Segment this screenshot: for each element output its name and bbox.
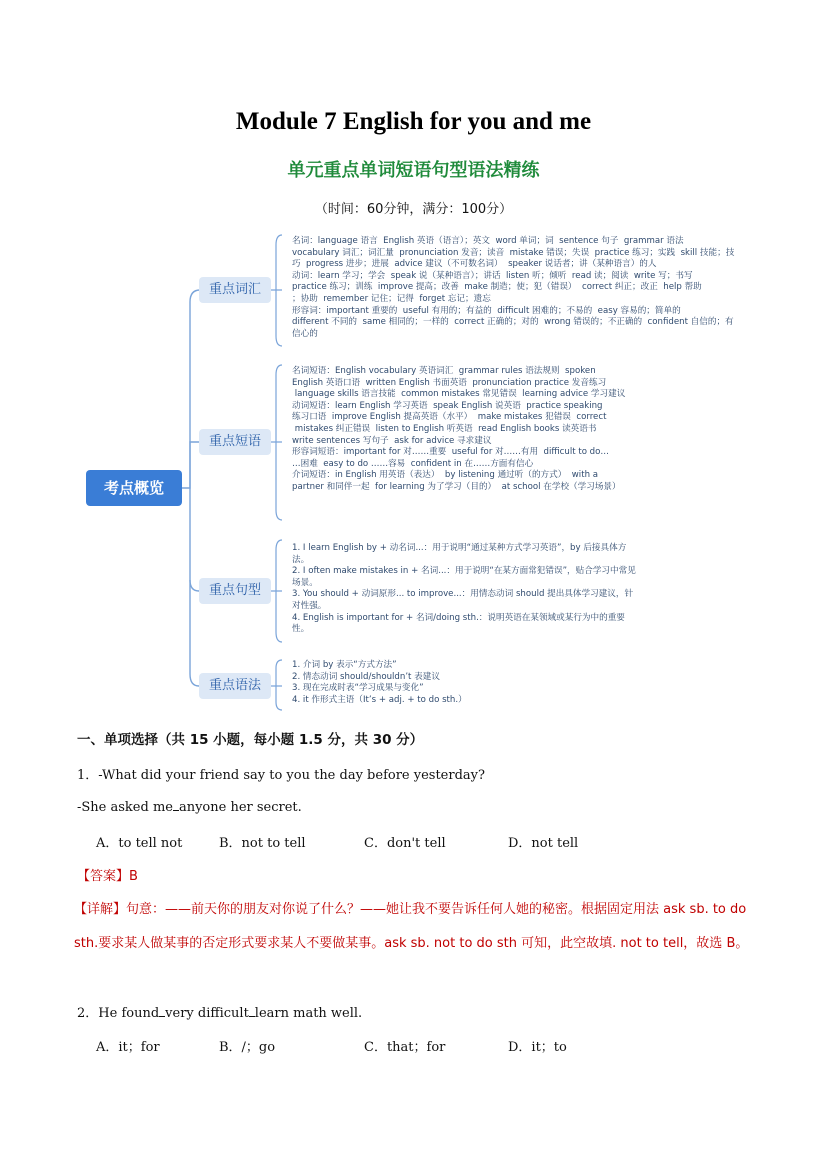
q2-stem [77, 1002, 362, 1021]
detail-label: 【详解】 [74, 902, 127, 917]
branch-grammar: 重点语法 [199, 673, 271, 699]
q1-option-b[interactable]: B．not to tell [219, 836, 306, 851]
q1-line2 [77, 798, 302, 815]
branch-vocabulary-text: 名词：language 语言 English 英语（语言）；英文 word 单词；词 sentence 句子 grammar 语法 vocabulary 词汇；词汇量 pronunciation 发音；读音 mistake 错误；失误 practice 练习；实践 skill 技能；技巧 progress 进步；进展 advice 建议（不可数名词） speaker 说话者；讲（某种语言）的人 动词：learn 学习；学会 speak 说（某种语言）；讲话 listen 听；倾听 read 读；阅读 write 写；书写 practice 练习；训练 improve 提高；改善 make 制造；使；犯（错误） correct 纠正；改正 help 帮助 ；协助 remember 记住；记得 forget 忘记；遗忘 形容词：important 重要的 useful 有用的；有益的 difficult 困难的；不易的 easy 容易的；简单的 different 不同的 same 相同的；一样的 correct 正确的；对的 wrong 错误的；不正确的 confident 自信的；有信心的 [292, 236, 735, 339]
q1-option-c[interactable]: C．don't tell [364, 836, 446, 851]
branch-vocabulary: 重点词汇 [199, 277, 271, 303]
q1-detail [74, 893, 764, 961]
branch-grammar-text: 1. 介词 by 表示“方式方法” 2. 情态动词 should/shouldn’t 表建议 3. 现在完成时表“学习成果与变化” 4. it 作形式主语（It’s + adj. + to do sth.） [292, 660, 467, 705]
branch-phrases-text: 名词短语：English vocabulary 英语词汇 grammar rules 语法规则 spoken English 英语口语 written English 书面英语 pronunciation practice 发音练习 language skills 语言技能 common mistakes 常见错误 learning advice 学习建议 动词短语：learn English 学习英语 speak English 说英语 practice speaking 练习口语 improve English 提高英语（水平） make mistakes 犯错误 correct mistakes 纠正错误 listen to English 听英语 read English books 读英语书 write sentences 写句子 ask for advice 寻求建议 形容词短语：important for 对……重要 useful for 对……有用 difficult to do… …困难 easy to do ……容易 confident in 在……方面有信心 介词短语：in English 用英语（表达） by listening 通过听（的方式） with a partner 和同伴一起 for learning 为了学习（目的） at school 在学校（学习场景） [292, 366, 626, 492]
q1-number: 1． [77, 768, 99, 783]
q2-option-c[interactable]: C．that；for [364, 1040, 446, 1055]
branch-sentences-text: 1. I learn English by + 动名词...：用于说明“通过某种方式学习英语”，by 后接具体方法。 2. I often make mistakes in + 名词...：用于说明“在某方面常犯错误”，贴合学习中常见场景。 3. You should + 动词原形... to improve...：用情态动词 should 提出具体学习建议，针对性强。 4. English is important for + 名词/doing sth.：说明英语在某领域或某行为中的重要性。 [292, 543, 636, 635]
page-subtitle: 单元重点单词短语句型语法精练 [287, 160, 540, 181]
answer-value: B [129, 869, 138, 884]
q2-stem-c: learn math well. [254, 1006, 363, 1021]
q1-line2-b: anyone her secret. [178, 800, 302, 815]
page-title: Module 7 English for you and me [235, 108, 592, 135]
answer-label: 【答案】 [77, 869, 130, 884]
q1-option-d[interactable]: D．not tell [508, 836, 579, 851]
section-heading: 一、单项选择（共 15 小题，每小题 1.5 分，共 30 分） [77, 732, 424, 748]
detail-text: 句意：——前天你的朋友对你说了什么？——她让我不要告诉任何人她的秘密。根据固定用法 ask sb. to do sth.要求某人做某事的否定形式要求某人不要做某事。ask sb. not to do sth 可知，此空故填. not to tell，故选 B。 [74, 902, 749, 951]
q1-line2-a: -She asked me [77, 800, 173, 815]
time-info: （时间：60分钟，满分：100分） [314, 202, 513, 217]
q2-option-d[interactable]: D．it；to [508, 1040, 567, 1055]
q2-stem-a: He found [98, 1006, 160, 1021]
q2-number: 2． [77, 1006, 99, 1021]
q2-stem-b: very difficult [165, 1006, 249, 1021]
q1-option-a[interactable]: A．to tell not [96, 836, 183, 851]
q2-option-a[interactable]: A．it；for [96, 1040, 160, 1055]
q1-stem-text: -What did your friend say to you the day before yesterday? [98, 768, 485, 783]
branch-phrases: 重点短语 [199, 429, 271, 455]
branch-sentences: 重点句型 [199, 578, 271, 604]
q1-stem [77, 764, 485, 783]
mindmap-root: 考点概览 [86, 470, 182, 506]
q2-option-b[interactable]: B．/；go [219, 1040, 276, 1055]
q1-answer [77, 865, 138, 884]
